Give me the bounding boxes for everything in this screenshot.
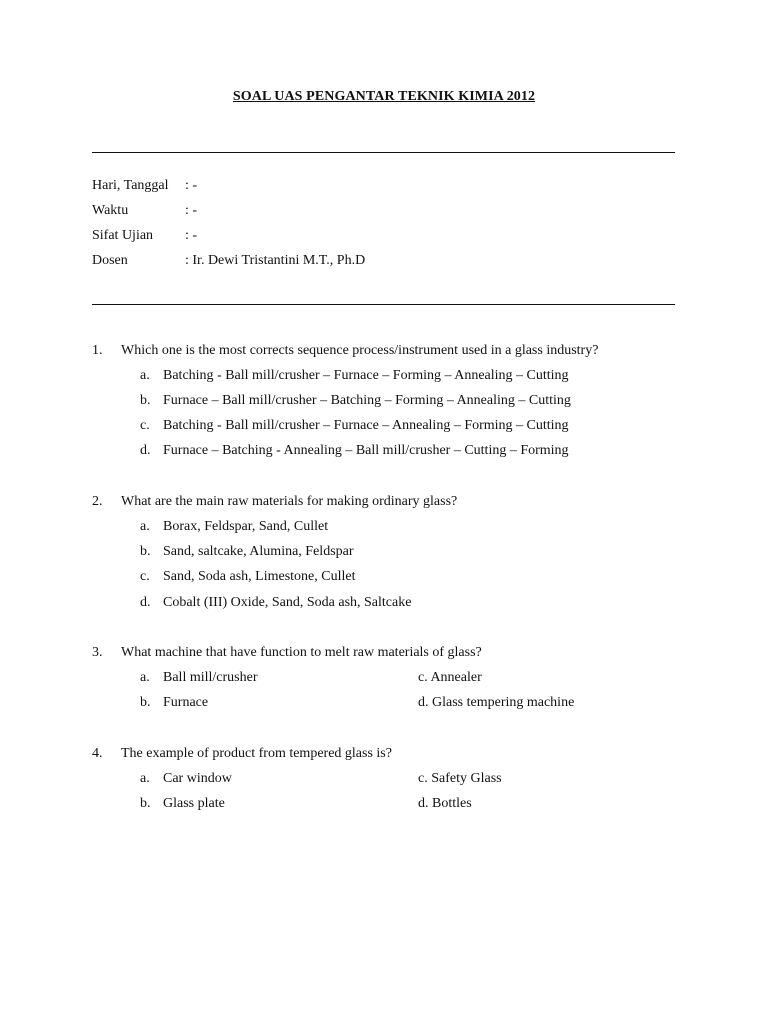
info-label: Waktu — [92, 203, 129, 218]
info-value: : - — [185, 178, 198, 193]
question-text: Which one is the most corrects sequence process/instrument used in a glass industry? — [121, 343, 599, 358]
option-text: d. Bottles — [418, 796, 472, 811]
info-value: : - — [185, 228, 198, 243]
option-text: Cobalt (III) Oxide, Sand, Soda ash, Saltcake — [163, 595, 412, 610]
page-title: SOAL UAS PENGANTAR TEKNIK KIMIA 2012 — [232, 89, 536, 104]
header-divider-top — [92, 152, 675, 153]
option-text: Ball mill/crusher — [163, 670, 258, 685]
info-label: Sifat Ujian — [92, 228, 154, 243]
info-value: : - — [185, 203, 198, 218]
option-text: Glass plate — [163, 796, 225, 811]
option-letter: c. — [140, 418, 150, 433]
option-text: d. Glass tempering machine — [418, 695, 575, 710]
option-text: Sand, saltcake, Alumina, Feldspar — [163, 544, 354, 559]
option-letter: b. — [140, 695, 151, 710]
option-letter: a. — [140, 519, 150, 534]
option-text: Furnace – Ball mill/crusher – Batching – Forming – Annealing – Cutting — [163, 393, 571, 408]
option-text: Furnace — [163, 695, 209, 710]
option-text: Car window — [163, 771, 232, 786]
question-text: What are the main raw materials for making ordinary glass? — [121, 494, 458, 509]
question-number: 3. — [92, 645, 103, 660]
question-number: 2. — [92, 494, 103, 509]
option-text: c. Safety Glass — [418, 771, 502, 786]
header-divider-bottom — [92, 304, 675, 305]
option-text: Batching - Ball mill/crusher – Furnace – Annealing – Forming – Cutting — [163, 418, 569, 433]
option-letter: d. — [140, 443, 151, 458]
option-letter: c. — [140, 569, 150, 584]
option-text: Batching - Ball mill/crusher – Furnace – Forming – Annealing – Cutting — [163, 368, 569, 383]
option-text: Furnace – Batching - Annealing – Ball mill/crusher – Cutting – Forming — [163, 443, 569, 458]
question-text: The example of product from tempered glass is? — [121, 746, 392, 761]
option-text: c. Annealer — [418, 670, 482, 685]
option-letter: b. — [140, 796, 151, 811]
option-letter: d. — [140, 595, 151, 610]
option-text: Sand, Soda ash, Limestone, Cullet — [163, 569, 356, 584]
question-number: 4. — [92, 746, 103, 761]
option-letter: b. — [140, 393, 151, 408]
option-letter: a. — [140, 368, 150, 383]
info-label: Hari, Tanggal — [92, 178, 169, 193]
option-letter: b. — [140, 544, 151, 559]
question-text: What machine that have function to melt raw materials of glass? — [121, 645, 482, 660]
info-label: Dosen — [92, 253, 128, 268]
option-text: Borax, Feldspar, Sand, Cullet — [163, 519, 329, 534]
info-value: : Ir. Dewi Tristantini M.T., Ph.D — [185, 253, 366, 268]
question-number: 1. — [92, 343, 103, 358]
option-letter: a. — [140, 670, 150, 685]
option-letter: a. — [140, 771, 150, 786]
